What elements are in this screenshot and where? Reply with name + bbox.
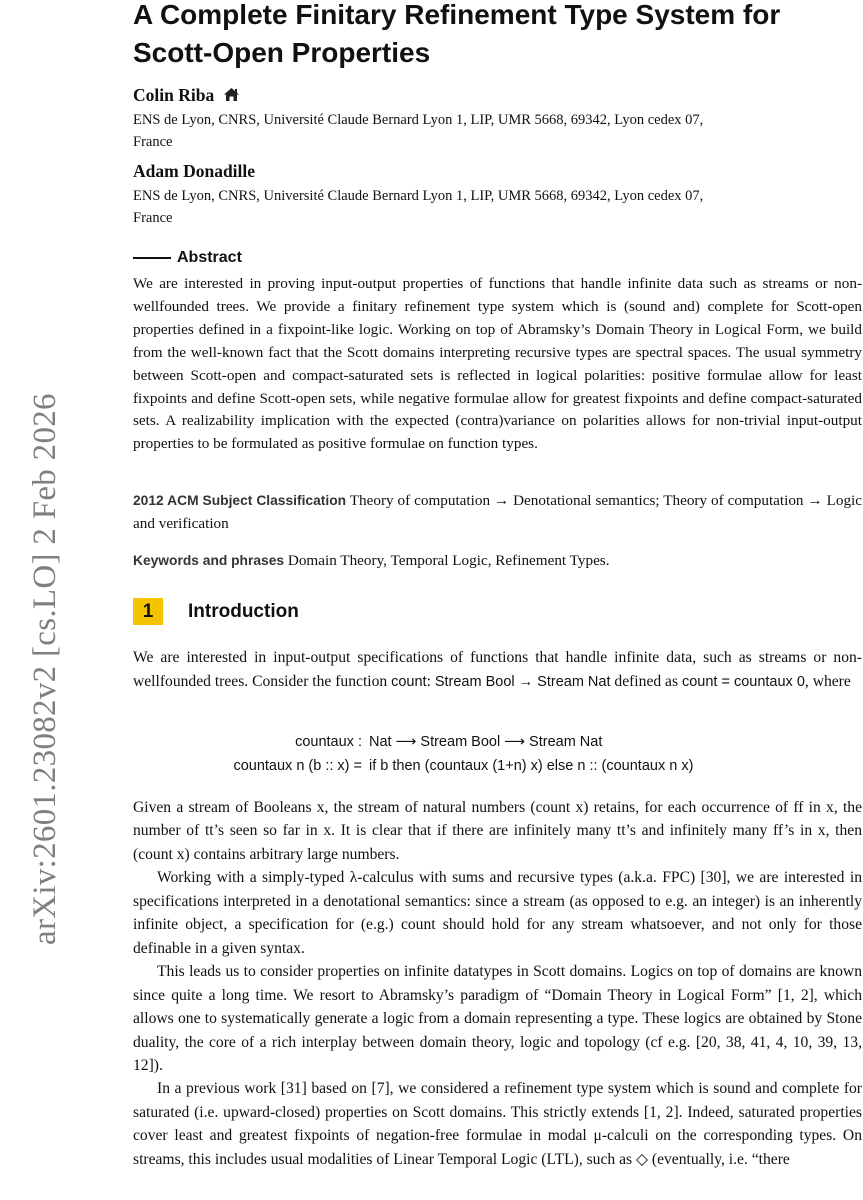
author-1-affil-line-1: ENS de Lyon, CNRS, Université Claude Bernard Lyon 1, LIP, UMR 5668, 69342, Lyon cedex 07, bbox=[133, 112, 704, 128]
ccs-text: Theory of computation → Denotational semantics; Theory of computation → Logic and verification bbox=[133, 492, 863, 532]
ccs-label: 2012 ACM Subject Classification bbox=[133, 493, 347, 508]
keywords bbox=[133, 550, 862, 573]
arxiv-identifier: arXiv:2601.23082v2 [cs.LO] 2 Feb 2026 bbox=[27, 393, 63, 945]
abstract-rule bbox=[133, 257, 171, 258]
intro-p1-text-3: , where bbox=[804, 672, 851, 690]
keywords-label: Keywords and phrases bbox=[133, 553, 285, 568]
paper-title bbox=[133, 0, 780, 72]
intro-paragraph-2: Given a stream of Booleans x, the stream of natural numbers (count x) retains, for each occurrence of ff in x, the number of tt’s seen so far in x. It is clear that if there are infinitely many tt’s and infinitely many ff’s in x, then (count x) contains arbitrary large numbers. bbox=[133, 799, 862, 863]
section-heading bbox=[133, 598, 299, 625]
author-2-name bbox=[133, 161, 255, 182]
intro-paragraph-4: This leads us to consider properties on infinite datatypes in Scott domains. Logics on top of domains are known since quite a long time. We resort to Abramsky’s paradigm of “Domain Theory in Logical Form” [1, 2], which allows one to systematically generate a logic from a domain representing a type. These logics are obtained by Stone duality, the core of a rich interplay between domain theory, logic and topology (cf e.g. [20, 38, 41, 4, 10, 39, 13, 12]). bbox=[133, 963, 862, 1074]
author-2-affil-line-2: France bbox=[133, 210, 173, 226]
count-type: Stream Bool → Stream Nat bbox=[434, 673, 611, 690]
abstract-heading-text: Abstract bbox=[177, 249, 242, 266]
intro-paragraph-5: In a previous work [31] based on [7], we considered a refinement type system which is sound and complete for saturated (i.e. upward-closed) properties on Scott domains. This strictly extends [1, 2]. Indeed, saturated properties cover least and greatest fixpoints of negation-free formulae in modal μ-calculi on the corresponding types. On streams, this includes usual modalities of Linear Temporal Logic (LTL), such as ◇ (eventually, i.e. “there bbox=[133, 1080, 862, 1168]
ccs-classification bbox=[133, 490, 862, 535]
count-definition: count = countaux 0 bbox=[681, 673, 805, 690]
intro-body bbox=[133, 796, 862, 1171]
title-line-1: A Complete Finitary Refinement Type System for bbox=[133, 0, 781, 30]
equation-row-2-lhs: countaux n (b :: x) = bbox=[233, 758, 362, 774]
section-title: Introduction bbox=[188, 600, 299, 622]
equation-row-1-rhs: Nat ⟶ Stream Bool ⟶ Stream Nat bbox=[369, 734, 603, 750]
count-function-name: count bbox=[391, 673, 427, 690]
author-2-affil-line-1: ENS de Lyon, CNRS, Université Claude Bernard Lyon 1, LIP, UMR 5668, 69342, Lyon cedex 07, bbox=[133, 188, 704, 204]
intro-p1-text-2: defined as bbox=[610, 672, 682, 690]
keywords-text: Domain Theory, Temporal Logic, Refinement Types. bbox=[287, 552, 610, 569]
author-1-affiliation bbox=[133, 109, 862, 153]
section-number: 1 bbox=[133, 598, 163, 625]
home-icon[interactable] bbox=[223, 86, 240, 107]
intro-p1-colon: : bbox=[426, 672, 435, 690]
abstract-heading bbox=[133, 249, 242, 267]
equation-row-2 bbox=[133, 758, 862, 782]
author-1-name bbox=[133, 85, 240, 107]
intro-p1-text-1: We are interested in input-output specifications of functions that handle infinite data, such as streams or non-wellfounded trees. Consider the function bbox=[133, 649, 862, 690]
intro-paragraph-1 bbox=[133, 646, 862, 694]
equation-row-1 bbox=[133, 734, 862, 758]
equation-row-2-rhs: if b then (countaux (1+n) x) else n :: (countaux n x) bbox=[369, 758, 694, 774]
author-2-affiliation bbox=[133, 185, 862, 229]
author-1-affil-line-2: France bbox=[133, 134, 173, 150]
author-2-name-text: Adam Donadille bbox=[133, 161, 256, 181]
equation-row-1-lhs: countaux : bbox=[295, 734, 362, 750]
abstract-text: We are interested in proving input-output properties of functions that handle infinite data such as streams or non-wellfounded trees. We provide a finitary refinement type system which is (sound and) complete for Scott-open properties defined in a fixpoint-like logic. Working on top of Abramsky’s Domain Theory in Logical Form, we build from the well-known fact that the Scott domains interpreting recursive types are spectral spaces. The usual symmetry between Scott-open and compact-saturated sets is reflected in logical polarities: positive formulae allow for least fixpoints and define Scott-open sets, while negative formulae allow for greatest fixpoints and define compact-saturated sets. A realizability implication with the expected (contra)variance on polarities allows for non-trivial input-output properties to be formulated as positive formulae on function types. bbox=[133, 275, 862, 453]
intro-paragraph-3: Working with a simply-typed λ-calculus with sums and recursive types (a.k.a. FPC) [30], we are interested in specifications interpreted in a denotational semantics: since a stream (as opposed to e.g. an integer) is an inherently infinite object, a specification for (e.g.) count should hold for any stream whatsoever, and not only for those definable in a given syntax. bbox=[133, 869, 862, 957]
title-line-2: Scott-Open Properties bbox=[133, 37, 431, 68]
author-1-name-text: Colin Riba bbox=[133, 85, 215, 105]
